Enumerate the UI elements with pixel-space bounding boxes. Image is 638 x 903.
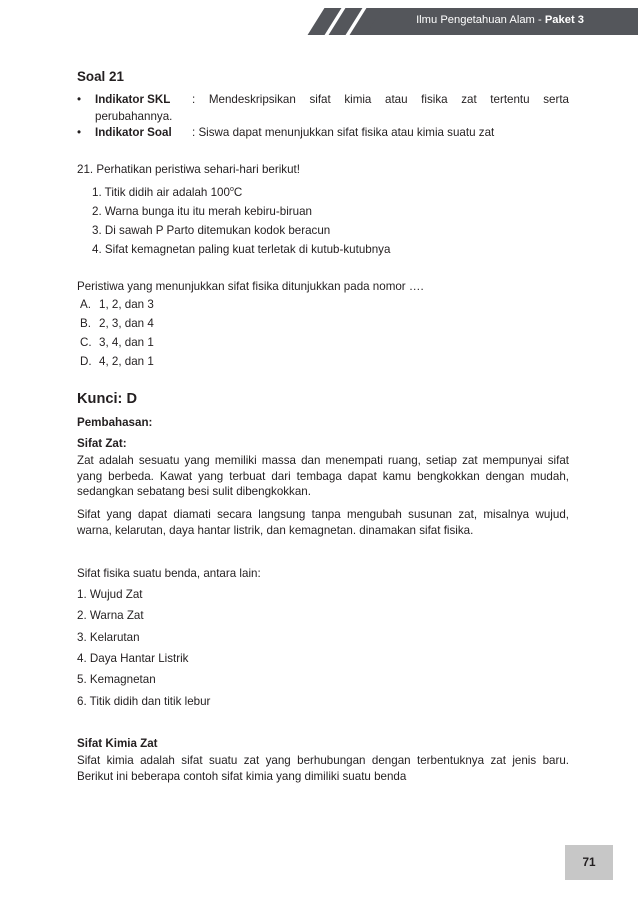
pembahasan-heading: Pembahasan: bbox=[77, 416, 153, 429]
degree-unit: C bbox=[233, 186, 243, 199]
sifat-kimia-paragraph: Sifat kimia adalah sifat suatu zat yang berhubungan dengan terbentuknya zat jenis baru. Berikut ini beberapa contoh sifat kimia yang dimiliki suatu benda bbox=[77, 754, 569, 783]
fisika-list-item: 3. Kelarutan bbox=[77, 631, 140, 644]
sifat-fisika-intro: Sifat fisika suatu benda, antara lain: bbox=[77, 567, 261, 580]
event-item-4: 4. Sifat kemagnetan paling kuat terletak di kutub-kutubnya bbox=[92, 243, 391, 256]
page-number: 71 bbox=[582, 855, 596, 869]
question-intro: 21. Perhatikan peristiwa sehari-hari berikut! bbox=[77, 163, 300, 176]
question-prompt: Peristiwa yang menunjukkan sifat fisika ditunjukkan pada nomor …. bbox=[77, 280, 424, 293]
event-text: 1. Titik didih air adalah 100 bbox=[92, 186, 230, 199]
event-item-1 bbox=[92, 185, 242, 201]
indikator-soal-label: Indikator Soal bbox=[95, 126, 172, 139]
option-b bbox=[80, 316, 154, 332]
option-c bbox=[80, 335, 154, 351]
header-title bbox=[416, 13, 584, 28]
header-paket: Paket 3 bbox=[544, 14, 584, 26]
option-letter: B. bbox=[80, 317, 91, 330]
bullet: • bbox=[77, 93, 82, 106]
fisika-list-item: 1. Wujud Zat bbox=[77, 588, 143, 601]
option-text: 4, 2, dan 1 bbox=[99, 355, 154, 368]
header-subject: Ilmu Pengetahuan Alam - bbox=[416, 14, 545, 26]
bullet: • bbox=[77, 126, 82, 139]
fisika-list-item: 2. Warna Zat bbox=[77, 609, 144, 622]
indikator-skl-text: : Mendeskripsikan sifat kimia atau fisika zat tertentu serta bbox=[192, 93, 569, 106]
indikator-soal-text: : Siswa dapat menunjukkan sifat fisika atau kimia suatu zat bbox=[192, 126, 495, 139]
answer-key: Kunci: D bbox=[77, 391, 137, 407]
degree-sup: o bbox=[229, 186, 234, 193]
fisika-list-item: 6. Titik didih dan titik lebur bbox=[77, 695, 211, 708]
event-item-2: 2. Warna bunga itu itu merah kebiru-biruan bbox=[92, 205, 312, 218]
option-text: 1, 2, dan 3 bbox=[99, 298, 154, 311]
option-letter: D. bbox=[80, 355, 92, 368]
option-letter: A. bbox=[80, 298, 91, 311]
sifat-zat-paragraph-2: Sifat yang dapat diamati secara langsung tanpa mengubah susunan zat, misalnya wujud, warna, kelarutan, daya hantar listrik, dan kemagnetan. dinamakan sifat fisika. bbox=[77, 508, 569, 537]
sifat-zat-paragraph-1: Zat adalah sesuatu yang memiliki massa dan menempati ruang, setiap zat mempunyai sifat yang berbeda. Kawat yang terbuat dari tembaga dapat kamu bengkokkan dengan mudah, sedangkan sebatang besi sulit dibengkokkan. bbox=[77, 454, 569, 499]
option-d bbox=[80, 354, 154, 370]
sifat-kimia-heading: Sifat Kimia Zat bbox=[77, 737, 158, 750]
indikator-skl-label: Indikator SKL bbox=[95, 93, 171, 106]
event-item-3: 3. Di sawah P Parto ditemukan kodok beracun bbox=[92, 224, 331, 237]
option-letter: C. bbox=[80, 336, 92, 349]
sifat-zat-heading: Sifat Zat: bbox=[77, 437, 127, 450]
option-text: 3, 4, dan 1 bbox=[99, 336, 154, 349]
indikator-skl-continuation: perubahannya. bbox=[95, 110, 173, 123]
option-text: 2, 3, dan 4 bbox=[99, 317, 154, 330]
soal-title: Soal 21 bbox=[77, 69, 124, 84]
fisika-list-item: 5. Kemagnetan bbox=[77, 673, 156, 686]
fisika-list-item: 4. Daya Hantar Listrik bbox=[77, 652, 189, 665]
option-a bbox=[80, 297, 154, 313]
